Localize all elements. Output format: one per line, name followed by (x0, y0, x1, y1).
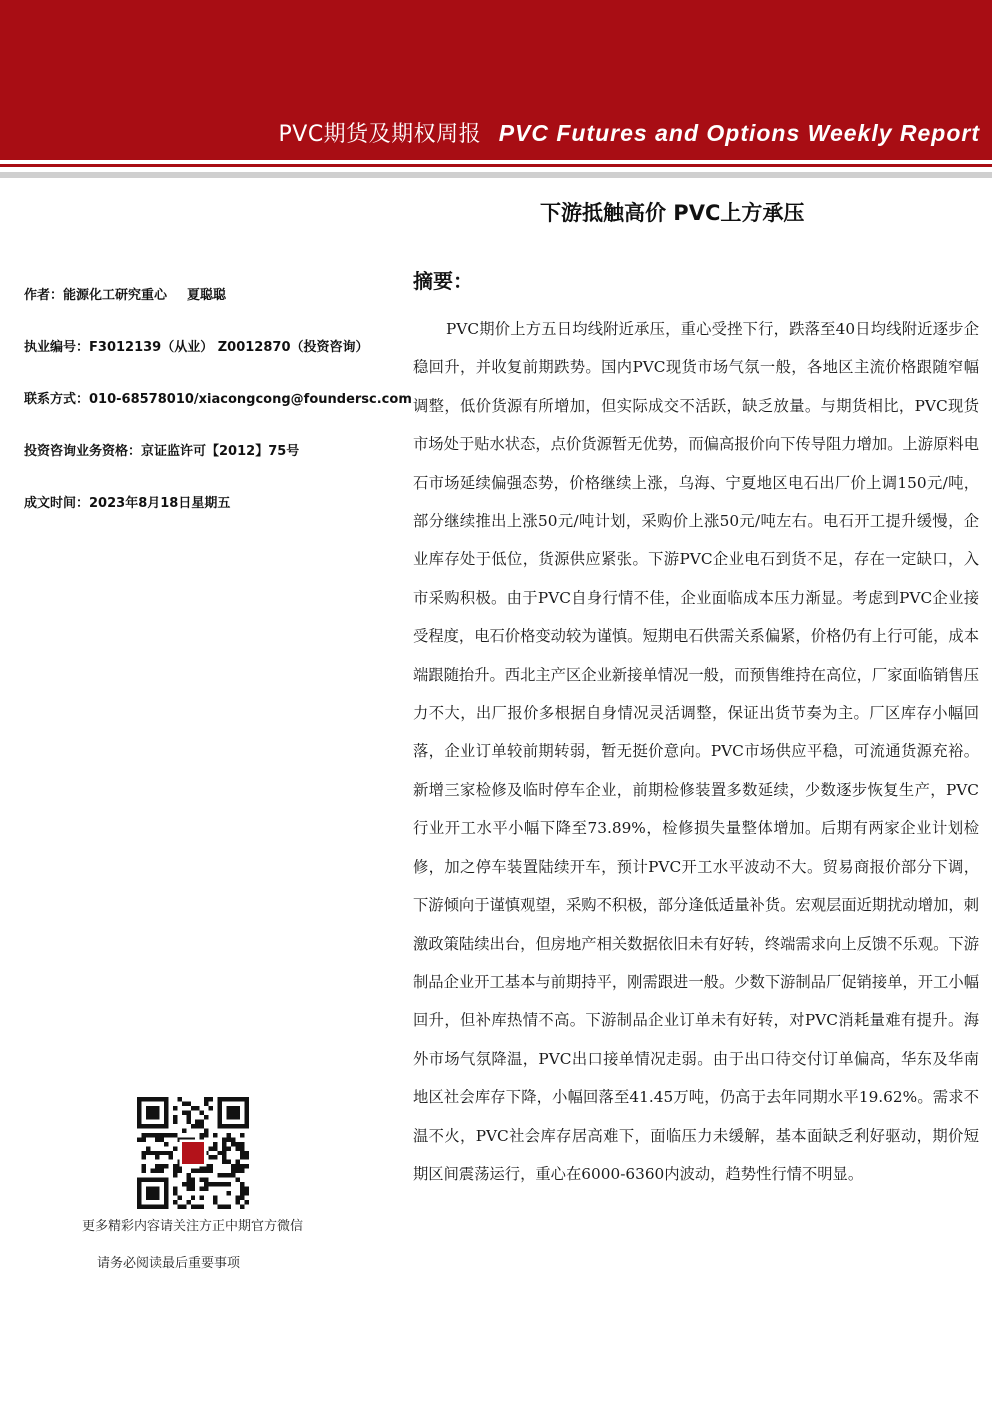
report-title (279, 117, 981, 148)
report-title-cn: PVC期货及期权周报 (278, 122, 482, 147)
summary-body: PVC期价上方五日均线附近承压，重心受挫下行，跌落至40日均线附近逐步企稳回升，并收复前期跌势。国内PVC现货市场气氛一般，各地区主流价格跟随窄幅调整，低价货源有所增加，但实际成交不活跃，缺乏放量。与期货相比，PVC现货市场处于贴水状态，点价货源暂无优势，而偏高报价向下传导阻力增加。上游原料电石市场延续偏强态势，价格继续上涨，乌海、宁夏地区电石出厂价上调150元/吨，部分继续推出上涨50元/吨计划，采购价上涨50元/吨左右。电石开工提升缓慢，企业库存处于低位，货源供应紧张。下游PVC企业电石到货不足，存在一定缺口，入市采购积极。由于PVC自身行情不佳，企业面临成本压力渐显。考虑到PVC企业接受程度，电石价格变动较为谨慎。短期电石供需关系偏紧，价格仍有上行可能，成本端跟随抬升。西北主产区企业新接单情况一般，而预售维持在高位，厂家面临销售压力不大，出厂报价多根据自身情况灵活调整，保证出货节奏为主。厂区库存小幅回落，企业订单较前期转弱，暂无挺价意向。PVC市场供应平稳，可流通货源充裕。新增三家检修及临时停车企业，前期检修装置多数延续，少数逐步恢复生产，PVC行业开工水平小幅下降至73.89%，检修损失量整体增加。后期有两家企业计划检修，加之停车装置陆续开车，预计PVC开工水平波动不大。贸易商报价部分下调，下游倾向于谨慎观望，采购不积极，部分逢低适量补货。宏观层面近期扰动增加，刺激政策陆续出台，但房地产相关数据依旧未有好转，终端需求向上反馈不乐观。下游制品企业开工基本与前期持平，刚需跟进一般。少数下游制品厂促销接单，开工小幅回升，但补库热情不高。下游制品企业订单未有好转，对PVC消耗量难有提升。海外市场气氛降温，PVC出口接单情况走弱。由于出口待交付订单偏高，华东及华南地区社会库存下降，小幅回落至41.45万吨，仍高于去年同期水平19.62%。需求不温不火，PVC社会库存居高难下，面临压力未缓解，基本面缺乏利好驱动，期价短期区间震荡运行，重心在6000-6360内波动，趋势性行情不明显。 (413, 320, 979, 1183)
author-line (24, 287, 394, 313)
date-line (24, 495, 394, 521)
author-department: 能源化工研究重心 (63, 288, 168, 303)
report-title-en: PVC Futures and Options Weekly Report (498, 120, 980, 146)
qualification-value: 京证监许可【2012】75号 (141, 444, 300, 459)
header-banner (0, 0, 992, 160)
header-gray-rule (0, 172, 992, 178)
author-name: 夏聪聪 (187, 288, 227, 303)
qualification-label: 投资咨询业务资格： (24, 444, 142, 459)
author-label: 作者： (24, 288, 64, 303)
author-info (24, 287, 412, 547)
qr-caption: 更多精彩内容请关注方正中期官方微信 (82, 1219, 304, 1234)
contact-label: 联系方式： (24, 392, 90, 407)
disclaimer-notice: 请务必阅读最后重要事项 (97, 1256, 241, 1271)
license-line (24, 339, 394, 365)
license-value: F3012139（从业） Z0012870（投资咨询） (89, 340, 369, 355)
qualification-line (24, 443, 394, 469)
wechat-qr-code[interactable] (137, 1097, 249, 1209)
date-label: 成文时间： (24, 496, 90, 511)
qr-logo-icon (182, 1142, 204, 1164)
date-value: 2023年8月18日星期五 (89, 496, 231, 511)
summary-heading: 摘要： (413, 269, 473, 293)
contact-value: 010-68578010/xiacongcong@foundersc.com (89, 392, 412, 407)
license-label: 执业编号： (24, 340, 90, 355)
header-red-rule (0, 164, 992, 167)
page-headline: 下游抵触高价 PVC上方承压 (540, 201, 805, 225)
contact-line (24, 391, 412, 417)
